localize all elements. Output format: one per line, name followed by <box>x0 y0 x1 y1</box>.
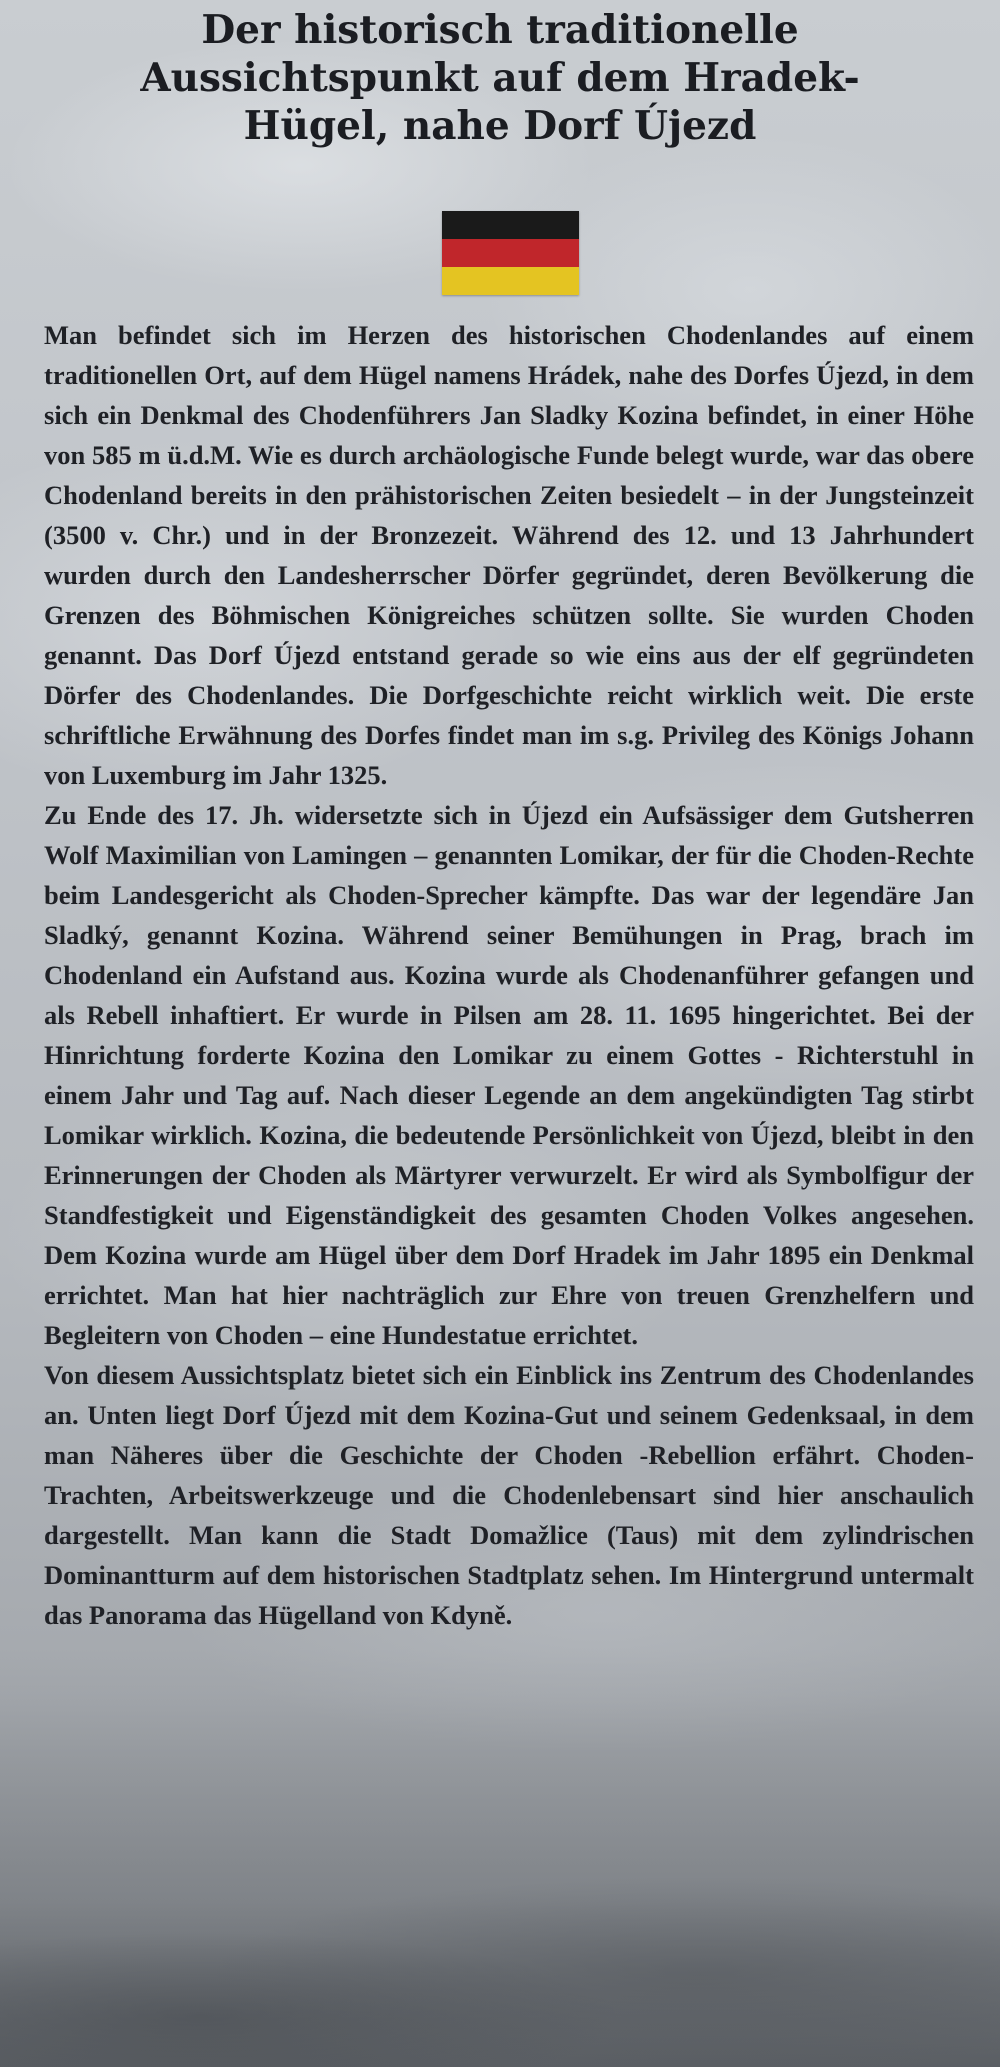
paragraph-history: Man befindet sich im Herzen des historischen Chodenlandes auf einem traditionellen Ort, auf dem Hügel namens Hrádek, nahe des Dorfes Újezd, in dem sich ein Denkmal des Chodenführers Jan Sladky Kozina befindet, in einer Höhe von 585 m ü.d.M. Wie es durch archäologische Funde belegt wurde, war das obere Chodenland bereits in den prähistorischen Zeiten besiedelt – in der Jungsteinzeit (3500 v. Chr.) und in der Bronzezeit. Während des 12. und 13 Jahrhundert wurden durch den Landesherrscher Dörfer gegründet, deren Bevölkerung die Grenzen des Böhmischen Königreiches schützen sollte. Sie wurden Choden genannt. Das Dorf Újezd entstand gerade so wie eins aus der elf gegründeten Dörfer des Chodenlandes. Die Dorfgeschichte reicht wirklich weit. Die erste schriftliche Erwähnung des Dorfes findet man im s.g. Privileg des Königs Johann von Luxemburg im Jahr 1325. <box>44 320 974 790</box>
flag-stripe-black <box>442 211 579 239</box>
german-flag-icon <box>442 211 579 295</box>
paragraph-viewpoint: Von diesem Aussichtsplatz bietet sich ein Einblick ins Zentrum des Chodenlandes an. Unten liegt Dorf Újezd mit dem Kozina-Gut und seinem Gedenksaal, in dem man Näheres über die Geschichte der Choden -Rebellion erfährt. Choden-Trachten, Arbeitswerkzeuge und die Chodenlebensart sind hier anschaulich dargestellt. Man kann die Stadt Domažlice (Taus) mit dem zylindrischen Dominantturm auf dem historischen Stadtplatz sehen. Im Hintergrund untermalt das Panorama das Hügelland von Kdyně. <box>44 1360 974 1630</box>
landscape-background <box>0 1647 1000 2067</box>
sign-title <box>40 6 960 150</box>
sign-body-text <box>44 315 974 1635</box>
paragraph-kozina: Zu Ende des 17. Jh. widersetzte sich in Újezd ein Aufsässiger dem Gutsherren Wolf Maximilian von Lamingen – genannten Lomikar, der für die Choden-Rechte beim Landesgericht als Choden-Sprecher kämpfte. Das war der legendäre Jan Sladký, genannt Kozina. Während seiner Bemühungen in Prag, brach im Chodenland ein Aufstand aus. Kozina wurde als Chodenanführer gefangen und als Rebell inhaftiert. Er wurde in Pilsen am 28. 11. 1695 hingerichtet. Bei der Hinrichtung forderte Kozina den Lomikar zu einem Gottes - Richterstuhl in einem Jahr und Tag auf. Nach dieser Legende an dem angekündigten Tag stirbt Lomikar wirklich. Kozina, die bedeutende Persönlichkeit von Újezd, bleibt in den Erinnerungen der Choden als Märtyrer verwurzelt. Er wird als Symbolfigur der Standfestigkeit und Eigenständigkeit des gesamten Choden Volkes angesehen. Dem Kozina wurde am Hügel über dem Dorf Hradek im Jahr 1895 ein Denkmal errichtet. Man hat hier nachträglich zur Ehre von treuen Grenzhelfern und Begleitern von Choden – eine Hundestatue errichtet. <box>44 800 974 1350</box>
title-line-2: Aussichtspunkt auf dem Hradek- <box>140 55 860 101</box>
flag-stripe-red <box>442 239 579 267</box>
title-line-1: Der historisch traditionelle <box>201 7 799 53</box>
flag-stripe-gold <box>442 267 579 295</box>
title-line-3: Hügel, nahe Dorf Újezd <box>243 103 757 149</box>
